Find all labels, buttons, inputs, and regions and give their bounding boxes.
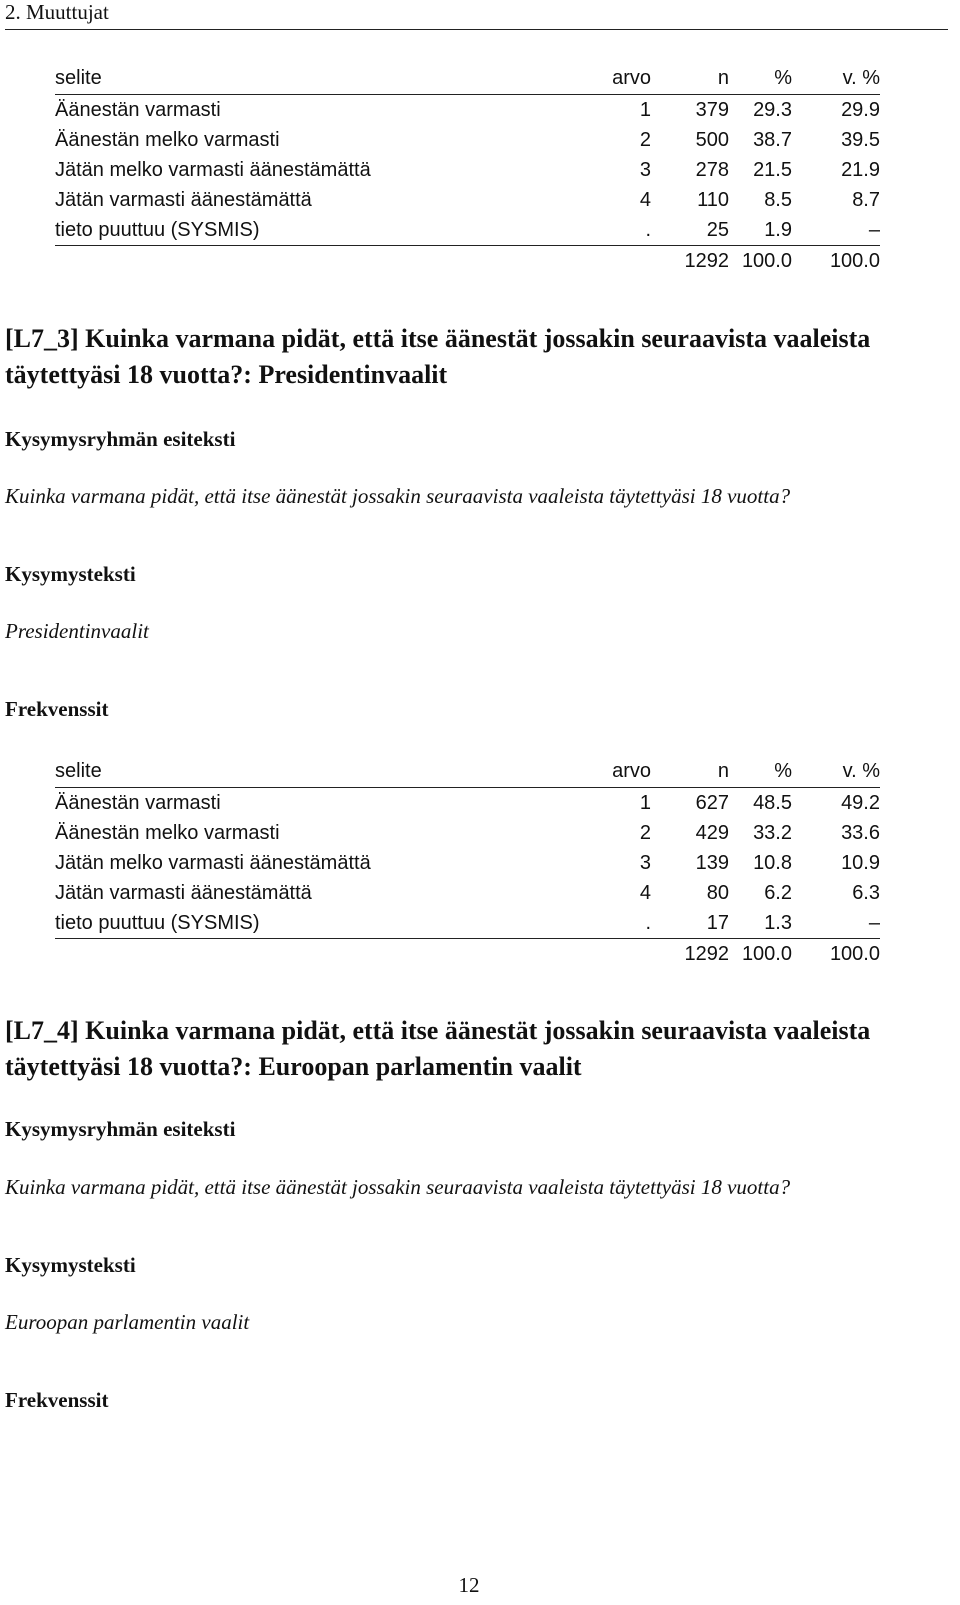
row-vpct: 6.3 <box>852 882 880 904</box>
row-arvo: 1 <box>639 792 651 814</box>
row-vpct: 10.9 <box>841 852 880 874</box>
table-header-row <box>55 62 880 95</box>
table-row <box>55 125 880 155</box>
table-header-row <box>55 755 880 788</box>
row-pct: 1.3 <box>764 912 792 934</box>
table-row <box>55 95 880 126</box>
row-n: 627 <box>695 792 729 814</box>
total-n: 1292 <box>684 250 729 272</box>
row-n: 379 <box>695 99 729 121</box>
table-row <box>55 818 880 848</box>
row-pct: 10.8 <box>753 852 792 874</box>
row-label: Jätän melko varmasti äänestämättä <box>55 159 371 181</box>
row-label: Äänestän varmasti <box>55 792 221 814</box>
row-label: Äänestän melko varmasti <box>55 822 280 844</box>
page-number: 12 <box>458 1573 480 1597</box>
row-n: 429 <box>695 822 729 844</box>
row-pct: 8.5 <box>764 189 792 211</box>
table-row <box>55 788 880 819</box>
total-pct: 100.0 <box>741 943 792 965</box>
table-row <box>55 155 880 185</box>
row-label: tieto puuttuu (SYSMIS) <box>55 912 260 934</box>
row-label: Jätän melko varmasti äänestämättä <box>55 852 371 874</box>
row-vpct: 33.6 <box>841 822 880 844</box>
row-pct: 6.2 <box>764 882 792 904</box>
group-text-heading: Kysymysryhmän esiteksti <box>5 1117 236 1141</box>
row-pct: 33.2 <box>753 822 792 844</box>
row-arvo: 4 <box>639 189 651 211</box>
row-label: tieto puuttuu (SYSMIS) <box>55 219 260 241</box>
header-selite: selite <box>55 760 102 782</box>
header-selite: selite <box>55 67 102 89</box>
total-pct: 100.0 <box>741 250 792 272</box>
header-pct: % <box>774 67 792 89</box>
row-vpct: – <box>868 219 880 241</box>
row-n: 17 <box>706 912 729 934</box>
running-head: 2. Muuttujat <box>5 0 948 30</box>
table-row <box>55 215 880 246</box>
row-vpct: 39.5 <box>841 129 880 151</box>
question-text-heading: Kysymysteksti <box>5 1253 136 1277</box>
row-vpct: 49.2 <box>841 792 880 814</box>
row-label: Jätän varmasti äänestämättä <box>55 189 312 211</box>
row-vpct: 21.9 <box>841 159 880 181</box>
total-vpct: 100.0 <box>829 250 880 272</box>
total-row <box>55 246 880 277</box>
total-row <box>55 939 880 970</box>
total-vpct: 100.0 <box>829 943 880 965</box>
row-pct: 38.7 <box>753 129 792 151</box>
question-title: [L7_4] Kuinka varmana pidät, että itse äänestät jossakin seuraavista vaaleista täytettyäsi 18 vuotta?: Euroopan parlamentin vaalit <box>5 1016 871 1081</box>
frequency-table <box>55 62 880 276</box>
row-vpct: 29.9 <box>841 99 880 121</box>
total-n: 1292 <box>684 943 729 965</box>
header-vpct: v. % <box>842 760 880 782</box>
frequencies-heading: Frekvenssit <box>5 1388 109 1412</box>
row-pct: 1.9 <box>764 219 792 241</box>
row-arvo: 2 <box>639 129 651 151</box>
table-row <box>55 848 880 878</box>
row-n: 139 <box>695 852 729 874</box>
row-label: Äänestän varmasti <box>55 99 221 121</box>
row-n: 25 <box>706 219 729 241</box>
header-n: n <box>717 67 729 89</box>
question-text: Euroopan parlamentin vaalit <box>5 1310 250 1334</box>
table-row <box>55 908 880 939</box>
row-n: 80 <box>706 882 729 904</box>
question-title: [L7_3] Kuinka varmana pidät, että itse äänestät jossakin seuraavista vaaleista täytettyäsi 18 vuotta?: Presidentinvaalit <box>5 324 871 389</box>
header-arvo: arvo <box>612 67 651 89</box>
header-vpct: v. % <box>842 67 880 89</box>
header-arvo: arvo <box>612 760 651 782</box>
row-vpct: – <box>868 912 880 934</box>
row-arvo: 3 <box>639 852 651 874</box>
frequencies-heading: Frekvenssit <box>5 697 109 721</box>
row-arvo: 1 <box>639 99 651 121</box>
row-n: 500 <box>695 129 729 151</box>
header-n: n <box>717 760 729 782</box>
row-n: 278 <box>695 159 729 181</box>
row-vpct: 8.7 <box>852 189 880 211</box>
header-pct: % <box>774 760 792 782</box>
row-arvo: 4 <box>639 882 651 904</box>
row-label: Äänestän melko varmasti <box>55 129 280 151</box>
table-row <box>55 878 880 908</box>
row-arvo: 2 <box>639 822 651 844</box>
question-text-heading: Kysymysteksti <box>5 562 136 586</box>
frequency-table <box>55 755 880 969</box>
row-pct: 29.3 <box>753 99 792 121</box>
question-text: Presidentinvaalit <box>5 619 149 643</box>
group-text-heading: Kysymysryhmän esiteksti <box>5 427 236 451</box>
row-n: 110 <box>697 189 729 211</box>
row-arvo: . <box>645 219 651 241</box>
row-arvo: . <box>645 912 651 934</box>
row-pct: 48.5 <box>753 792 792 814</box>
group-text: Kuinka varmana pidät, että itse äänestät jossakin seuraavista vaaleista täytettyäsi 18 vuotta? <box>5 484 791 508</box>
row-pct: 21.5 <box>753 159 792 181</box>
table-row <box>55 185 880 215</box>
group-text: Kuinka varmana pidät, että itse äänestät jossakin seuraavista vaaleista täytettyäsi 18 vuotta? <box>5 1175 791 1199</box>
row-label: Jätän varmasti äänestämättä <box>55 882 312 904</box>
row-arvo: 3 <box>639 159 651 181</box>
